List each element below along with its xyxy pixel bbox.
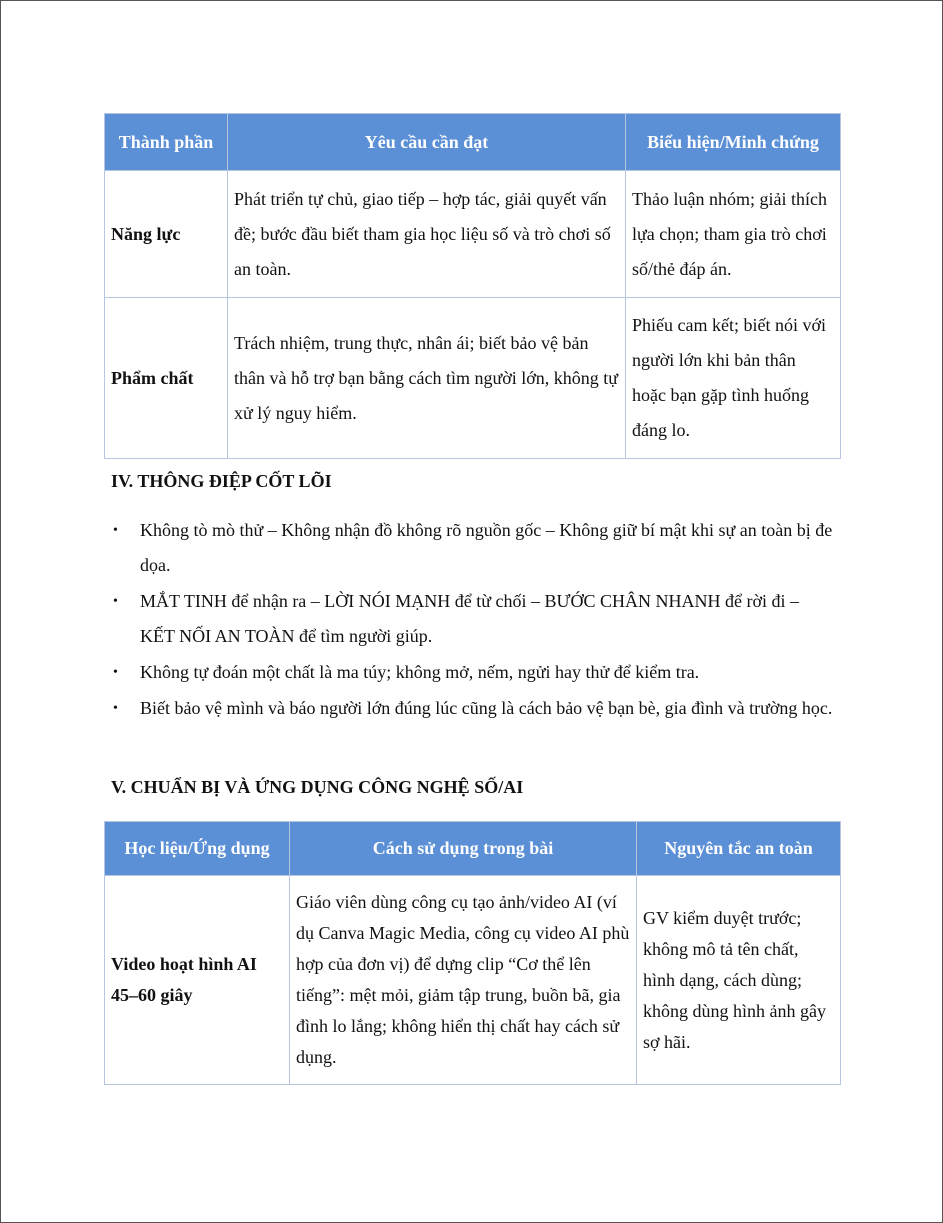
header-component: Thành phần — [105, 114, 228, 171]
header-requirement: Yêu cầu cần đạt — [228, 114, 626, 171]
material-cell: Video hoạt hình AI 45–60 giây — [105, 876, 290, 1085]
evidence-cell: Thảo luận nhóm; giải thích lựa chọn; tham gia trò chơi số/thẻ đáp án. — [626, 171, 841, 298]
evidence-cell: Phiếu cam kết; biết nói với người lớn khi bản thân hoặc bạn gặp tình huống đáng lo. — [626, 298, 841, 459]
table-row — [105, 876, 841, 1085]
list-item — [111, 691, 836, 726]
header-material: Học liệu/Ứng dụng — [105, 822, 290, 876]
component-cell: Phẩm chất — [105, 298, 228, 459]
list-item — [111, 513, 836, 583]
header-usage: Cách sử dụng trong bài — [290, 822, 637, 876]
list-item — [111, 655, 836, 690]
digital-resources-table — [104, 821, 841, 1085]
requirement-cell: Phát triển tự chủ, giao tiếp – hợp tác, giải quyết vấn đề; bước đầu biết tham gia học liệu số và trò chơi số an toàn. — [228, 171, 626, 298]
bullet-icon: • — [113, 665, 118, 680]
component-cell: Năng lực — [105, 171, 228, 298]
safety-cell: GV kiểm duyệt trước; không mô tả tên chất, hình dạng, cách dùng; không dùng hình ảnh gây sợ hãi. — [637, 876, 841, 1085]
competency-table — [104, 113, 841, 459]
table-header-row — [105, 822, 841, 876]
bullet-icon: • — [113, 701, 118, 716]
list-item-text: MẮT TINH để nhận ra – LỜI NÓI MẠNH để từ chối – BƯỚC CHÂN NHANH để rời đi – KẾT NỐI AN TOÀN để tìm người giúp. — [140, 591, 799, 646]
usage-cell: Giáo viên dùng công cụ tạo ảnh/video AI (ví dụ Canva Magic Media, công cụ video AI phù hợp của đơn vị) để dựng clip “Cơ thể lên tiếng”: mệt mỏi, giảm tập trung, buồn bã, gia đình lo lắng; không hiển thị chất hay cách sử dụng. — [290, 876, 637, 1085]
bullet-icon: • — [113, 523, 118, 538]
list-item-text: Không tò mò thử – Không nhận đồ không rõ nguồn gốc – Không giữ bí mật khi sự an toàn bị đe dọa. — [140, 520, 833, 575]
table-row — [105, 298, 841, 459]
bullet-icon: • — [113, 594, 118, 609]
list-item-text: Biết bảo vệ mình và báo người lớn đúng lúc cũng là cách bảo vệ bạn bè, gia đình và trường học. — [140, 698, 833, 718]
core-message-list — [111, 513, 836, 727]
list-item-text: Không tự đoán một chất là ma túy; không mở, nếm, ngửi hay thử để kiểm tra. — [140, 662, 700, 682]
section-heading-digital-preparation: V. CHUẨN BỊ VÀ ỨNG DỤNG CÔNG NGHỆ SỐ/AI — [111, 777, 524, 797]
section-heading-core-messages: IV. THÔNG ĐIỆP CỐT LÕI — [111, 471, 332, 491]
header-safety: Nguyên tắc an toàn — [637, 822, 841, 876]
list-item — [111, 584, 836, 654]
header-evidence: Biểu hiện/Minh chứng — [626, 114, 841, 171]
table-row — [105, 171, 841, 298]
table-header-row — [105, 114, 841, 171]
requirement-cell: Trách nhiệm, trung thực, nhân ái; biết bảo vệ bản thân và hỗ trợ bạn bằng cách tìm người lớn, không tự xử lý nguy hiểm. — [228, 298, 626, 459]
